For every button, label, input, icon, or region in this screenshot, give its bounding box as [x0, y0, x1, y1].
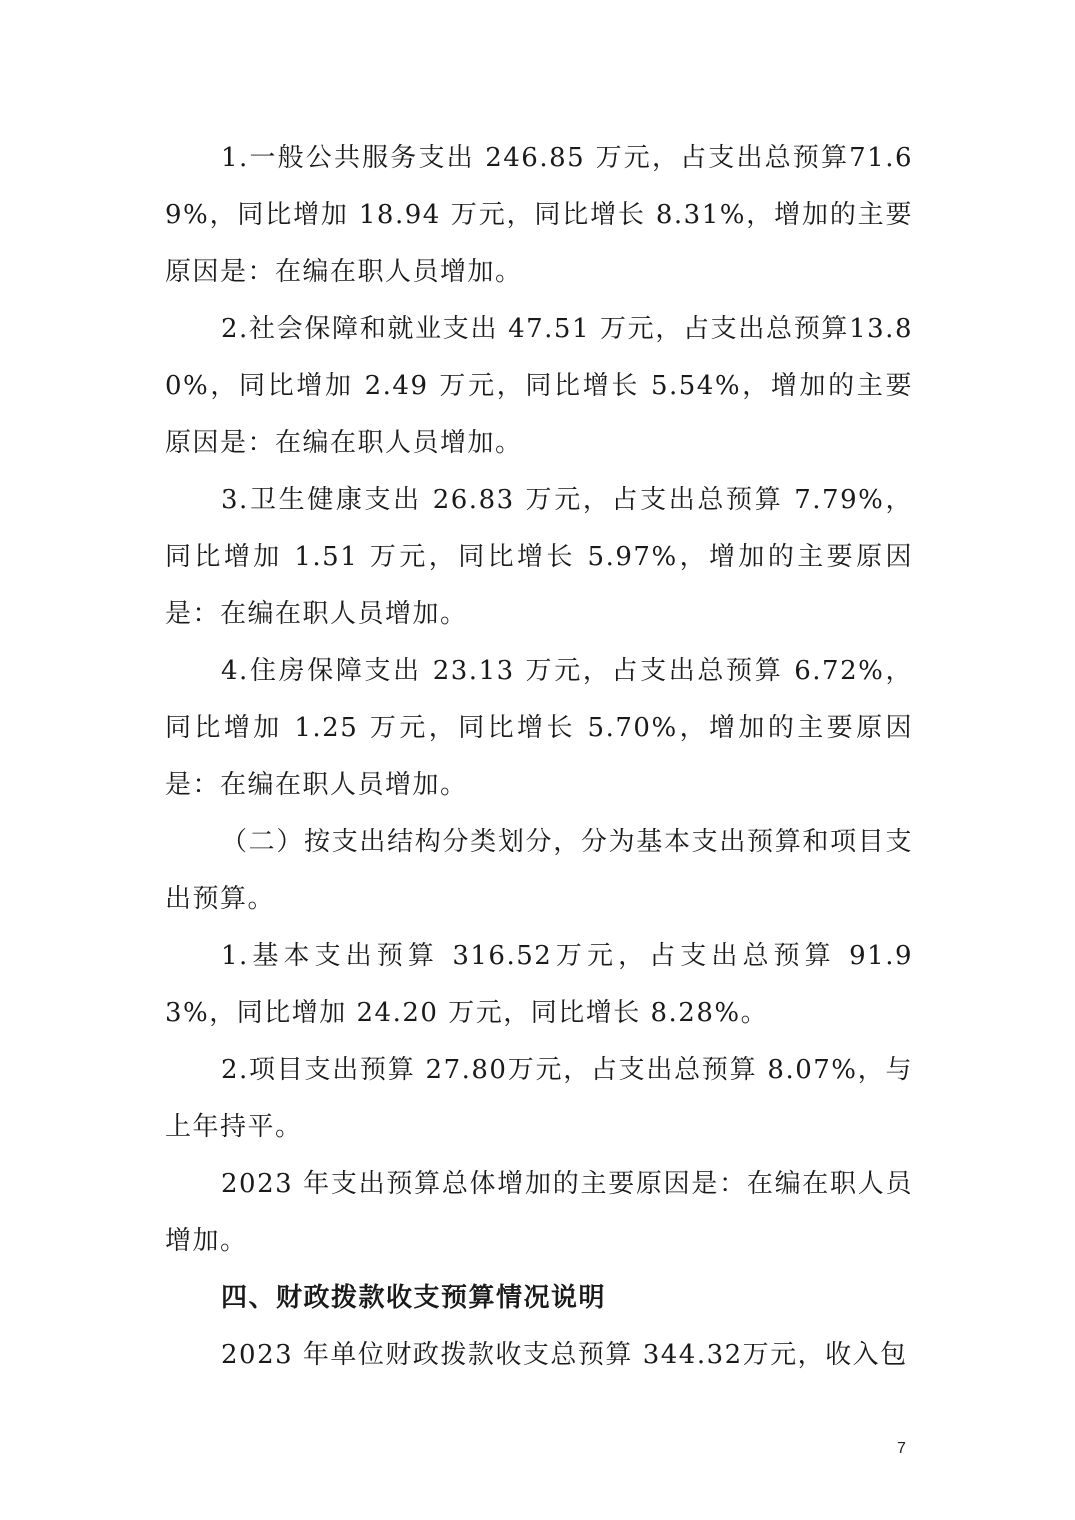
paragraph-general-public-services: 1.一般公共服务支出 246.85 万元，占支出总预算71.69%，同比增加 18.94 万元，同比增长 8.31%，增加的主要原因是：在编在职人员增加。: [165, 143, 913, 287]
document-body: [165, 130, 913, 1384]
paragraph-expenditure-structure: （二）按支出结构分类划分，分为基本支出预算和项目支出预算。: [165, 827, 913, 914]
paragraph-social-security: 2.社会保障和就业支出 47.51 万元，占支出总预算13.80%，同比增加 2.49 万元，同比增长 5.54%，增加的主要原因是：在编在职人员增加。: [165, 314, 913, 458]
paragraph-overall-increase-reason: 2023 年支出预算总体增加的主要原因是：在编在职人员增加。: [165, 1169, 913, 1256]
paragraph-health: 3.卫生健康支出 26.83 万元，占支出总预算 7.79%，同比增加 1.51 万元，同比增长 5.97%，增加的主要原因是：在编在职人员增加。: [165, 485, 913, 629]
paragraph-basic-expenditure: 1.基本支出预算 316.52万元，占支出总预算 91.93%，同比增加 24.20 万元，同比增长 8.28%。: [165, 941, 913, 1028]
section-heading-fiscal-appropriation: 四、财政拨款收支预算情况说明: [221, 1283, 607, 1313]
page-number: 7: [897, 1440, 906, 1457]
paragraph-housing: 4.住房保障支出 23.13 万元，占支出总预算 6.72%，同比增加 1.25 万元，同比增长 5.70%，增加的主要原因是：在编在职人员增加。: [165, 656, 913, 800]
paragraph-project-expenditure: 2.项目支出预算 27.80万元，占支出总预算 8.07%，与上年持平。: [165, 1055, 913, 1142]
paragraph-fiscal-appropriation-total: 2023 年单位财政拨款收支总预算 344.32万元，收入包: [221, 1340, 908, 1370]
